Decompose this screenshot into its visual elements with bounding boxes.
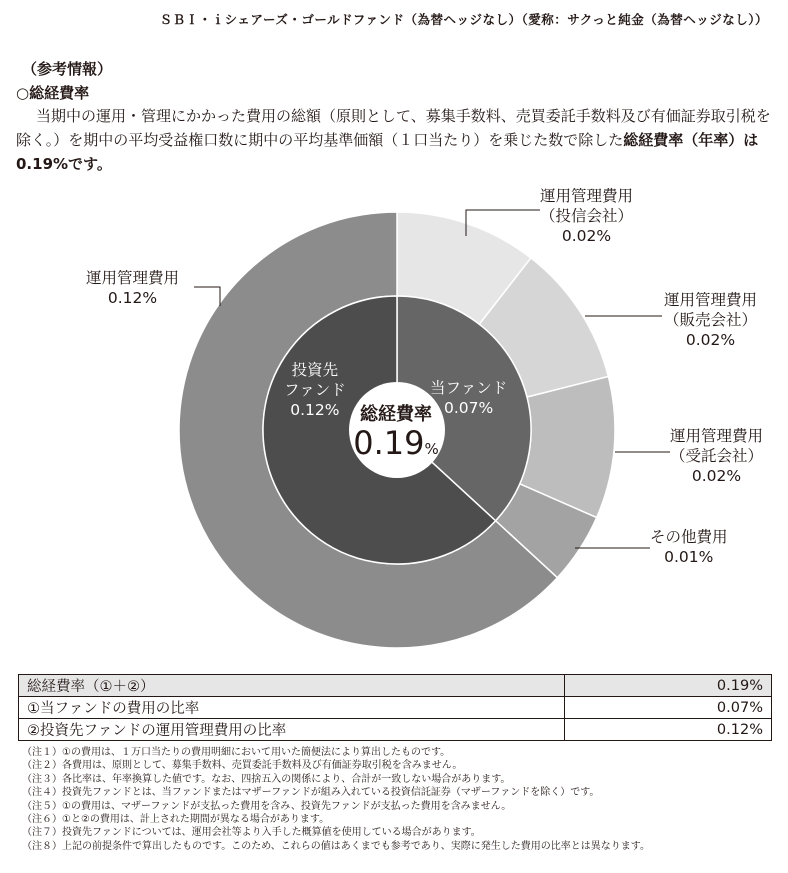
leader-line-outer-4	[194, 287, 220, 306]
label-outer-2-line2: （受託会社）	[670, 447, 764, 465]
label-outer-0-line1: 運用管理費用	[540, 187, 634, 205]
section-heading: ○総経費率	[16, 84, 90, 102]
label-outer-1-line1: 運用管理費用	[664, 291, 758, 309]
table-cell-label: 総経費率（①＋②）	[19, 675, 565, 697]
label-inner-0-line2: 0.07%	[443, 399, 494, 417]
label-inner-1-line2: ファンド	[284, 381, 346, 399]
note-8: （注８）上記の前提条件で算出したものです。このため、これらの値はあくまでも参考であり、実際に発生した費用の比率とは異なります。	[22, 840, 650, 852]
label-outer-1-line2: （販売会社）	[664, 311, 758, 329]
center-title: 総経費率	[360, 404, 432, 425]
label-outer-2	[670, 426, 763, 486]
label-outer-0	[540, 186, 633, 246]
label-outer-4	[86, 268, 179, 308]
label-outer-1	[664, 290, 757, 350]
description-tail: は0.19%です。	[16, 131, 759, 173]
table-cell-label: ①当ファンドの費用の比率	[19, 697, 565, 719]
label-outer-3-line2: 0.01%	[664, 548, 714, 566]
center-value: 0.19	[353, 424, 425, 462]
center-value-wrap	[348, 426, 444, 466]
label-outer-0-line2: （投信会社）	[540, 207, 634, 225]
table-cell-value: 0.07%	[565, 697, 772, 719]
table-row	[19, 719, 772, 741]
table-cell-label: ②投資先ファンドの運用管理費用の比率	[19, 719, 565, 741]
reference-label: （参考情報）	[22, 60, 113, 78]
note-5: （注５）①の費用は、マザーファンドが支払った費用を含み、投資先ファンドが支払った費用を含みません。	[22, 800, 512, 812]
label-outer-4-line2: 0.12%	[107, 289, 158, 307]
label-outer-2-line1: 運用管理費用	[670, 427, 764, 445]
note-7: （注７）投資先ファンドについては、運用会社等より入手した概算値を使用している場合があります。	[22, 827, 481, 839]
note-2: （注２）各費用は、原則として、募集手数料、売買委託手数料及び有価証券取引税を含みません。	[22, 760, 463, 772]
notes	[22, 746, 650, 853]
label-outer-3	[650, 527, 728, 567]
note-4: （注４）投資先ファンドとは、当ファンドまたはマザーファンドが組み入れている投資信託証券（マザーファンドを除く）です。	[22, 787, 600, 799]
description-bold: 総経費率（年率）	[623, 131, 744, 149]
table-cell-value: 0.19%	[565, 675, 772, 697]
label-inner-1	[284, 360, 346, 420]
table-row	[19, 675, 772, 697]
fund-title: ＳＢＩ・ｉシェアーズ・ゴールドファンド（為替ヘッジなし）（愛称：サクっと純金（為替ヘッジなし））	[159, 12, 768, 27]
label-outer-3-line1: その他費用	[650, 528, 728, 546]
label-inner-1-line1: 投資先	[291, 361, 339, 379]
center-label	[348, 404, 444, 466]
label-outer-1-line3: 0.02%	[685, 331, 736, 349]
note-6: （注６）①と②の費用は、計上された期間が異なる場合があります。	[22, 814, 330, 826]
table-row	[19, 697, 772, 719]
label-outer-4-line1: 運用管理費用	[86, 269, 180, 287]
center-unit: %	[424, 440, 439, 458]
label-outer-0-line3: 0.02%	[561, 227, 612, 245]
label-outer-2-line3: 0.02%	[691, 467, 742, 485]
summary-table	[18, 674, 772, 741]
label-inner-0-line1: 当ファンド	[430, 379, 508, 397]
note-1: （注１）①の費用は、１万口当たりの費用明細において用いた簡便法により算出したものです。	[22, 747, 451, 758]
description-text: 当期中の運用・管理にかかった費用の総額（原則として、募集手数料、売買委託手数料及び有価証券取引税を除く。）を期中の平均受益権口数に期中の平均基準価額（１口当たり）を乗じた数で除した	[16, 107, 771, 149]
label-inner-1-line3: 0.12%	[290, 401, 340, 419]
table-cell-value: 0.12%	[565, 719, 772, 741]
note-3: （注３）各比率は、年率換算した値です。なお、四捨五入の関係により、合計が一致しない場合があります。	[22, 773, 511, 785]
